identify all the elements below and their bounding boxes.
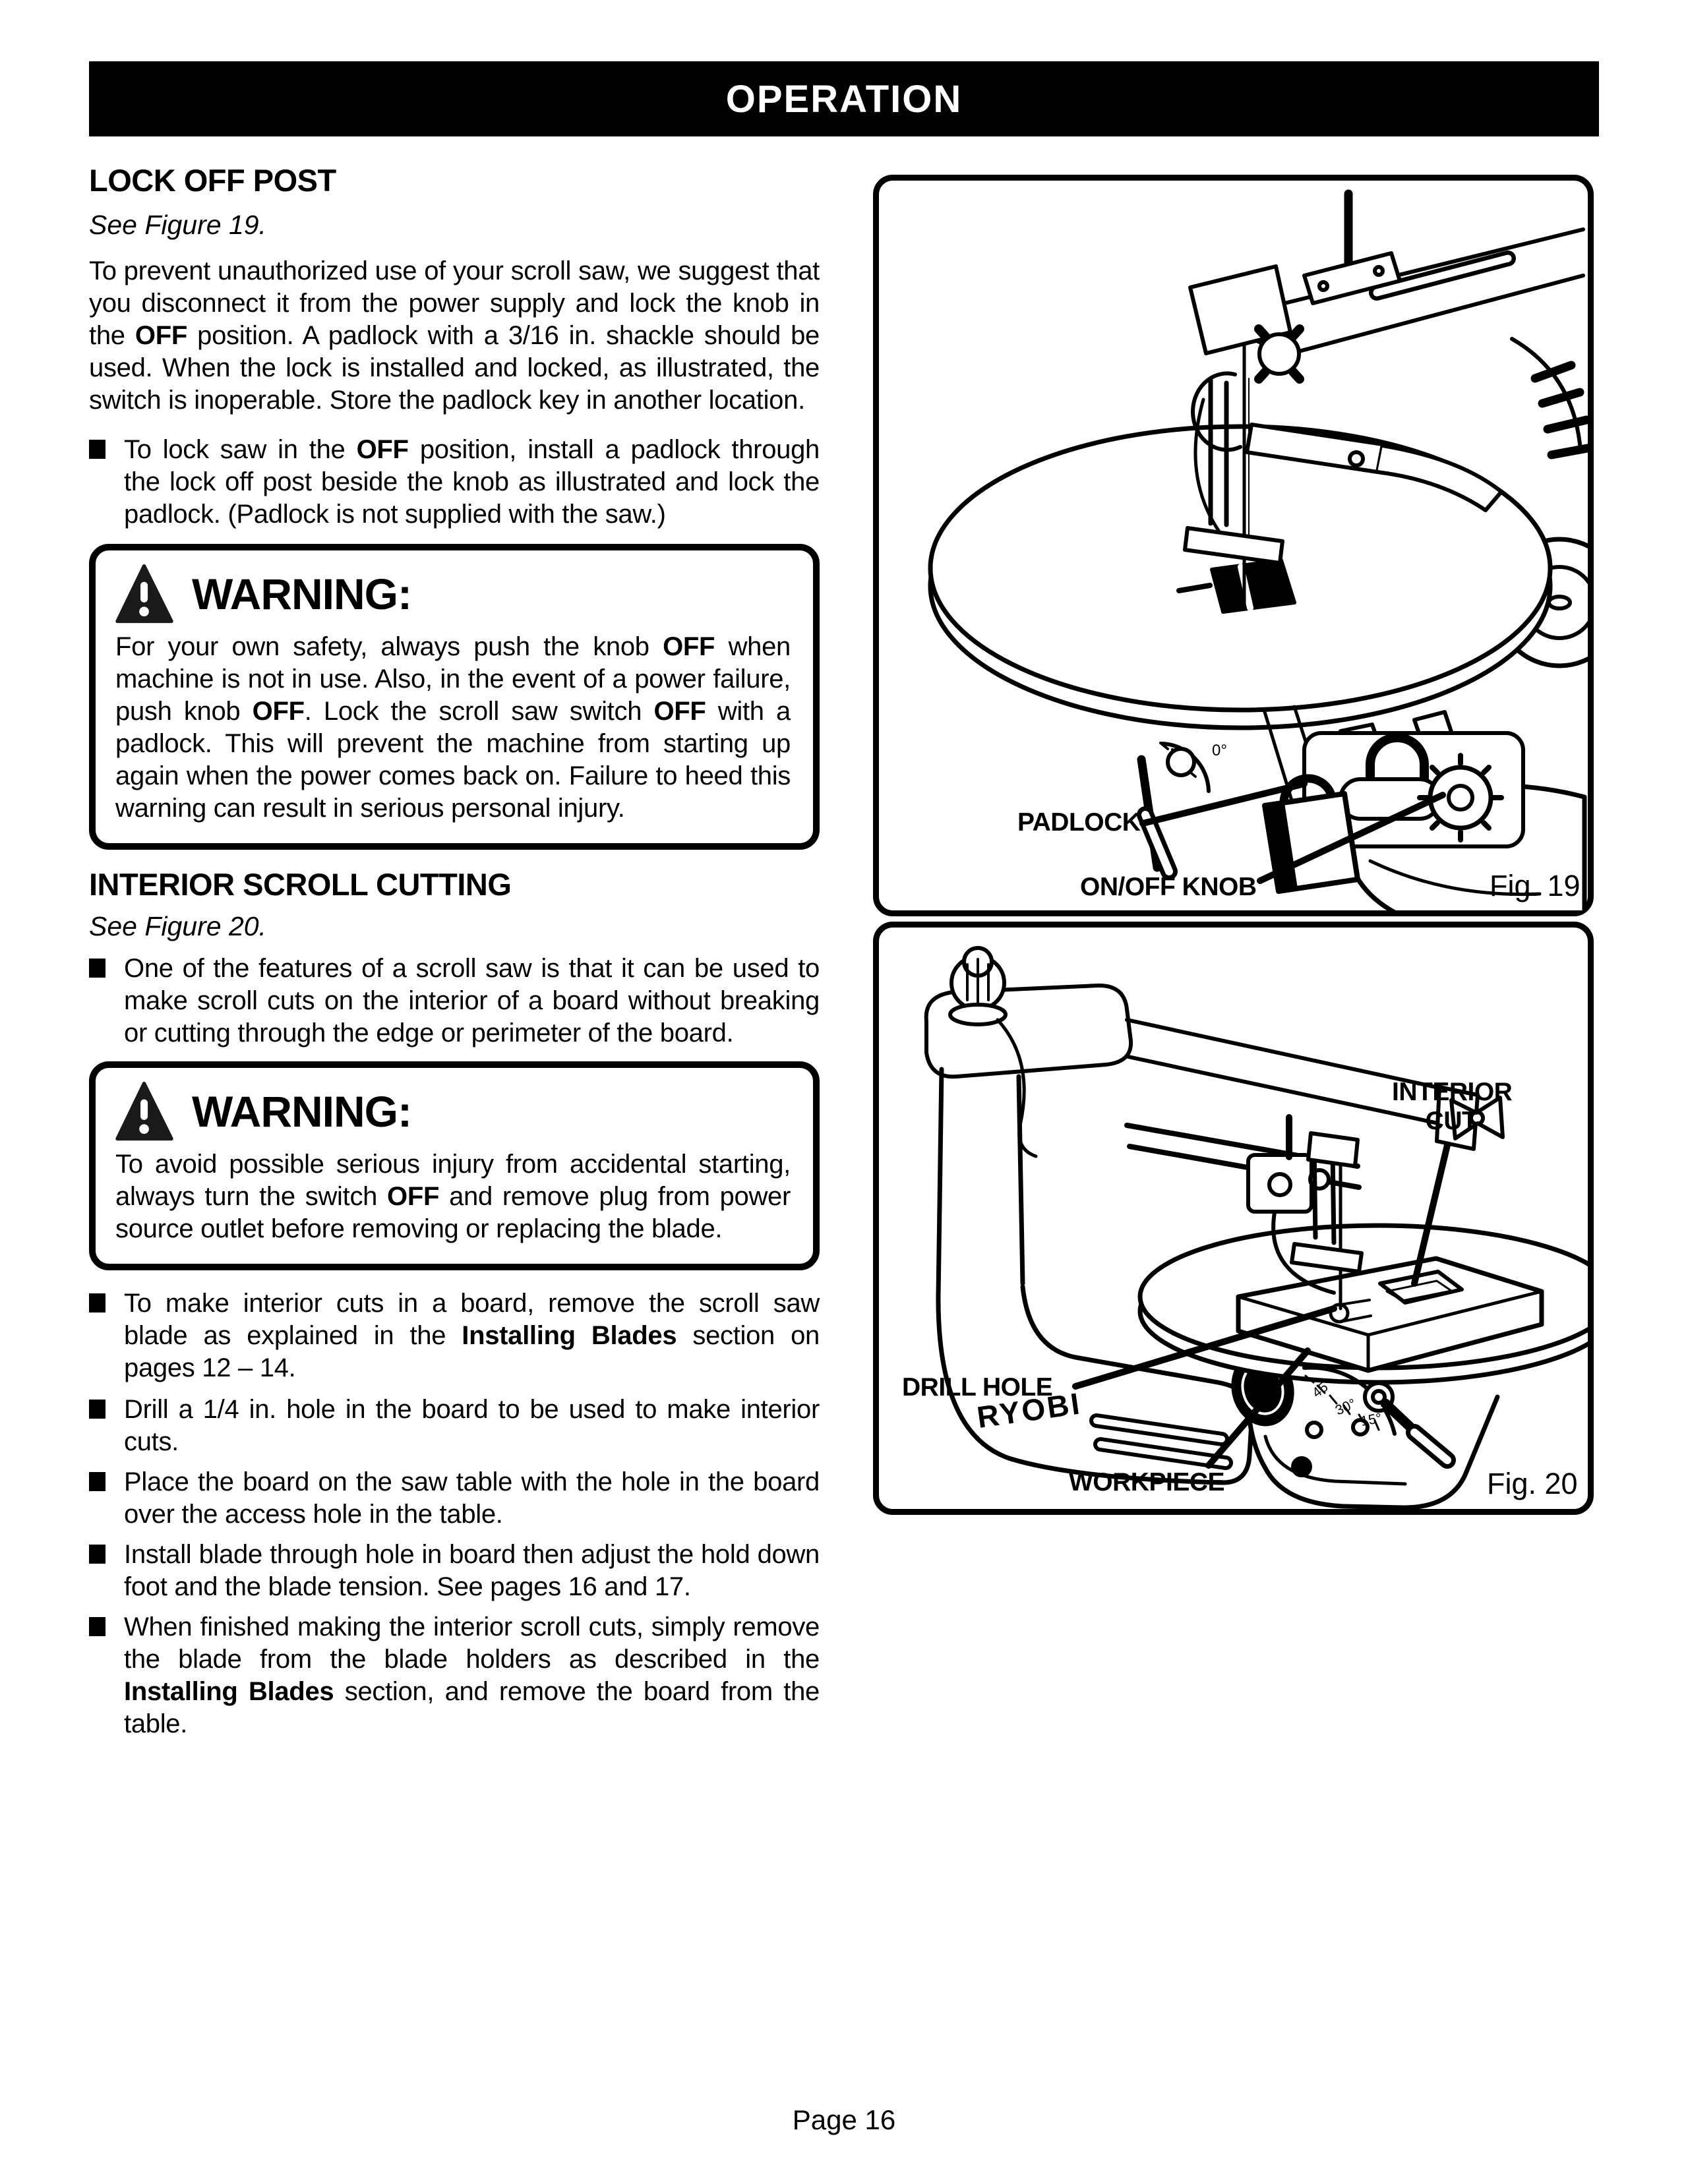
bullet-square-icon <box>89 1400 106 1419</box>
figure-label-interior-cut: INTERIOR CUT <box>1392 1078 1513 1135</box>
section-title: OPERATION <box>725 77 963 121</box>
warning-text: For your own safety, always push the knob OFF when machine is not in use. Also, in the event of a power failure, push knob OFF. Lock the scroll saw switch OFF with a padlock. This will prevent the machine from starting up again when the power comes back on. Failure to heed this warning can result in serious personal injury. <box>115 632 791 823</box>
see-figure-20-note: See Figure 20. <box>89 911 266 941</box>
list-item-text: When finished making the interior scroll cuts, simply remove the blade from the blade holders as described in the Installing Blades section, and remove the board from the table. <box>124 1612 820 1738</box>
figure-19 <box>873 175 1594 916</box>
figure-20 <box>873 922 1594 1515</box>
warning-title: WARNING: <box>192 570 411 618</box>
bullet-square-icon <box>89 1617 106 1636</box>
list-item <box>89 1287 820 1384</box>
warning-text: To avoid possible serious injury from accidental starting, always turn the switch OFF and remove plug from power source outlet before removing or replacing the blade. <box>115 1150 791 1243</box>
bevel-scale-zero-label: 0° <box>1212 742 1227 759</box>
lock-off-post-paragraph: To prevent unauthorized use of your scroll saw, we suggest that you disconnect it from the power supply and lock the knob in the OFF position. A padlock with a 3/16 in. shackle should be used. When the lock is installed and locked, as illustrated, the switch is inoperable. Store the padlock key in another location. <box>89 256 820 415</box>
left-column <box>89 136 820 1740</box>
warning-header <box>115 1081 791 1142</box>
bullet-square-icon <box>89 1293 106 1313</box>
bullet-square-icon <box>89 1545 106 1564</box>
list-item <box>89 1539 820 1603</box>
figure-label-on-off-knob: ON/OFF KNOB <box>1080 873 1257 901</box>
scroll-saw-upper-illustration <box>879 181 1588 910</box>
bullet-square-icon <box>89 440 106 459</box>
warning-box-1 <box>89 544 820 850</box>
bevel-15-label: 15° <box>1359 1410 1383 1429</box>
scroll-saw-full-illustration <box>879 928 1588 1509</box>
list-item-text: Drill a 1/4 in. hole in the board to be used to make interior cuts. <box>124 1395 820 1456</box>
list-item <box>89 1394 820 1458</box>
bevel-45-label: 45° <box>1309 1376 1336 1401</box>
bullet-square-icon <box>89 959 106 978</box>
figure-label-drill-hole: DRILL HOLE <box>902 1373 1053 1402</box>
warning-title: WARNING: <box>192 1087 411 1136</box>
section-header-bar <box>89 61 1599 136</box>
ryobi-brand-logo: RYOBI <box>975 1386 1084 1434</box>
list-item-text: Install blade through hole in board then adjust the hold down foot and the blade tension. See pages 16 and 17. <box>124 1540 820 1601</box>
figure-19-caption: Fig. 19 <box>1490 869 1581 902</box>
warning-triangle-icon <box>115 564 173 624</box>
list-item <box>89 953 820 1049</box>
warning-header <box>115 564 791 624</box>
list-item <box>89 1466 820 1531</box>
figure-20-caption: Fig. 20 <box>1487 1467 1578 1500</box>
figure-label-padlock: PADLOCK <box>1017 808 1141 837</box>
bullet-square-icon <box>89 1472 106 1491</box>
page-number: Page 16 <box>792 2104 896 2135</box>
figure-label-workpiece: WORKPIECE <box>1069 1468 1225 1496</box>
warning-box-2 <box>89 1061 820 1270</box>
heading-lock-off-post: LOCK OFF POST <box>89 163 336 198</box>
bevel-30-label: 30° <box>1333 1396 1359 1419</box>
list-item <box>89 1611 820 1740</box>
list-item <box>89 434 820 531</box>
see-figure-19-note: See Figure 19. <box>89 210 266 240</box>
list-item-text: To lock saw in the OFF position, install a padlock through the lock off post beside the knob as illustrated and lock the padlock. (Padlock is not supplied with the saw.) <box>124 435 820 529</box>
heading-interior-scroll-cutting: INTERIOR SCROLL CUTTING <box>89 867 512 902</box>
warning-triangle-icon <box>115 1081 173 1142</box>
list-item-text: One of the features of a scroll saw is that it can be used to make scroll cuts on the interior of a board without breaking or cutting through the edge or perimeter of the board. <box>124 954 820 1048</box>
list-item-text: Place the board on the saw table with the hole in the board over the access hole in the table. <box>124 1467 820 1529</box>
list-item-text: To make interior cuts in a board, remove the scroll saw blade as explained in the Installing Blades section on pages 12 – 14. <box>124 1289 820 1382</box>
